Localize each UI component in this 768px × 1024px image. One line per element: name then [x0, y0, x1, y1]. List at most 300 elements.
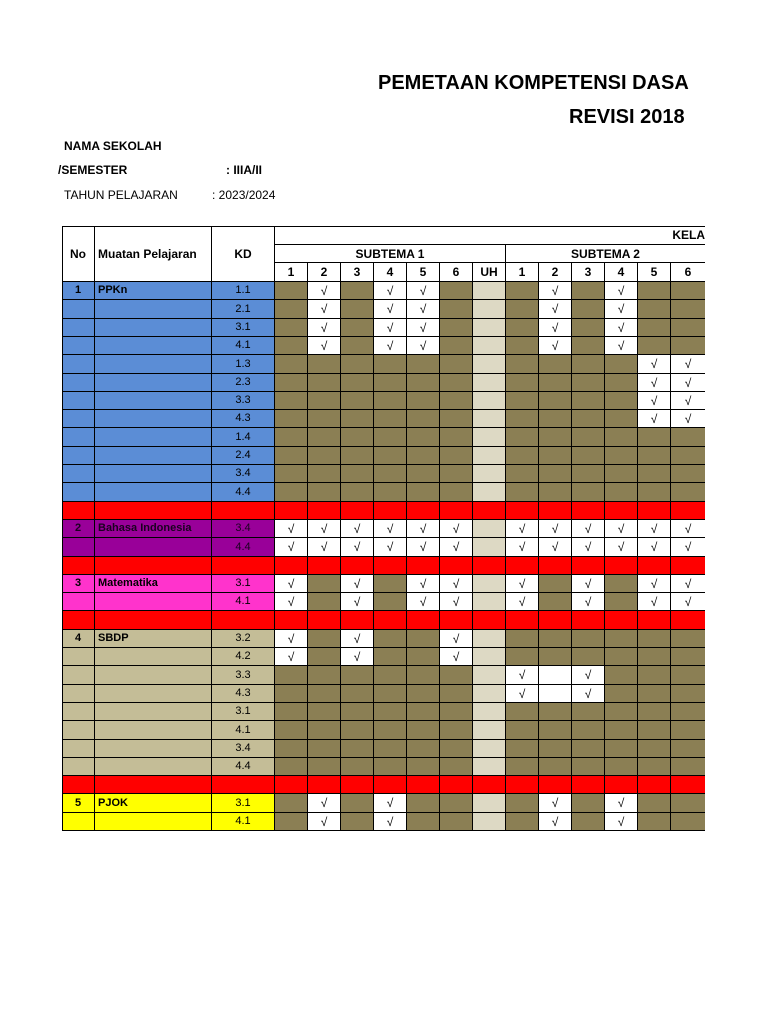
empty-cell [539, 447, 572, 465]
separator-cell [638, 502, 671, 520]
separator-cell [407, 776, 440, 794]
check-mark-cell: √ [671, 575, 705, 593]
empty-cell [308, 648, 341, 666]
empty-cell [407, 758, 440, 776]
empty-cell [275, 428, 308, 447]
empty-cell [374, 740, 407, 758]
header-st1-col: 4 [374, 263, 407, 282]
empty-cell [407, 630, 440, 648]
empty-cell [341, 758, 374, 776]
empty-cell [638, 282, 671, 300]
separator-cell [473, 611, 506, 630]
empty-cell [308, 685, 341, 703]
empty-cell [506, 319, 539, 337]
separator-cell [62, 776, 95, 794]
check-mark-cell: √ [341, 575, 374, 593]
empty-cell [341, 483, 374, 502]
uh-cell [473, 520, 506, 538]
check-mark-cell: √ [440, 648, 473, 666]
empty-cell [407, 355, 440, 374]
check-mark-cell: √ [407, 282, 440, 300]
separator-cell [308, 502, 341, 520]
empty-cell [407, 410, 440, 428]
row-subject: PJOK [95, 794, 212, 813]
empty-cell [605, 740, 638, 758]
separator-cell [62, 502, 95, 520]
empty-cell [275, 666, 308, 685]
check-mark-cell: √ [440, 575, 473, 593]
empty-cell [671, 666, 705, 685]
empty-cell [275, 721, 308, 740]
check-mark-cell: √ [308, 300, 341, 319]
separator-cell [374, 776, 407, 794]
separator-cell [440, 776, 473, 794]
empty-cell [605, 410, 638, 428]
empty-cell [407, 703, 440, 721]
empty-cell [374, 721, 407, 740]
row-kd: 2.1 [212, 300, 275, 319]
header-st2-col: 1 [506, 263, 539, 282]
row-kd: 4.4 [212, 483, 275, 502]
separator-cell [539, 557, 572, 575]
empty-cell [275, 483, 308, 502]
uh-cell [473, 703, 506, 721]
row-number [62, 300, 95, 319]
empty-cell [440, 392, 473, 410]
empty-cell [605, 721, 638, 740]
empty-cell [440, 685, 473, 703]
row-number [62, 428, 95, 447]
check-mark-cell: √ [341, 648, 374, 666]
empty-cell [440, 410, 473, 428]
empty-cell [374, 666, 407, 685]
empty-cell [539, 758, 572, 776]
empty-cell [539, 575, 572, 593]
empty-cell [275, 282, 308, 300]
empty-cell [638, 300, 671, 319]
separator-cell [539, 776, 572, 794]
empty-cell [374, 703, 407, 721]
empty-cell [440, 355, 473, 374]
empty-cell [341, 374, 374, 392]
check-mark-cell: √ [506, 538, 539, 557]
check-mark-cell: √ [341, 538, 374, 557]
row-subject [95, 465, 212, 483]
empty-cell [341, 813, 374, 831]
empty-cell [308, 447, 341, 465]
empty-cell [506, 483, 539, 502]
check-mark-cell: √ [275, 648, 308, 666]
empty-cell [374, 758, 407, 776]
check-mark-cell: √ [275, 630, 308, 648]
separator-cell [440, 502, 473, 520]
empty-cell [671, 758, 705, 776]
empty-cell [638, 483, 671, 502]
separator-cell [212, 502, 275, 520]
check-mark-cell: √ [638, 520, 671, 538]
empty-cell [638, 758, 671, 776]
check-mark-cell: √ [440, 538, 473, 557]
empty-cell [506, 392, 539, 410]
empty-cell [506, 447, 539, 465]
empty-cell [638, 447, 671, 465]
uh-cell [473, 794, 506, 813]
empty-cell [308, 593, 341, 611]
check-mark-cell: √ [572, 538, 605, 557]
row-subject [95, 392, 212, 410]
empty-cell [407, 428, 440, 447]
empty-cell [407, 685, 440, 703]
check-mark-cell: √ [308, 337, 341, 355]
row-subject [95, 319, 212, 337]
row-number [62, 355, 95, 374]
separator-cell [308, 611, 341, 630]
row-kd: 3.1 [212, 794, 275, 813]
empty-cell [341, 465, 374, 483]
check-mark-cell: √ [572, 520, 605, 538]
empty-cell [407, 721, 440, 740]
row-subject [95, 685, 212, 703]
empty-cell [407, 666, 440, 685]
separator-cell [407, 611, 440, 630]
row-kd: 3.2 [212, 630, 275, 648]
separator-cell [95, 776, 212, 794]
empty-cell [374, 483, 407, 502]
check-mark-cell: √ [638, 410, 671, 428]
header-st2-col: 5 [638, 263, 671, 282]
empty-cell [539, 483, 572, 502]
empty-cell [440, 813, 473, 831]
empty-cell [341, 319, 374, 337]
empty-cell [572, 630, 605, 648]
empty-cell [605, 758, 638, 776]
row-subject [95, 337, 212, 355]
check-mark-cell: √ [671, 355, 705, 374]
empty-cell [506, 282, 539, 300]
check-mark-cell: √ [440, 593, 473, 611]
empty-cell [407, 374, 440, 392]
row-subject: Matematika [95, 575, 212, 593]
separator-cell [473, 776, 506, 794]
check-mark-cell: √ [572, 685, 605, 703]
check-mark-cell: √ [308, 319, 341, 337]
header-st2-col: 3 [572, 263, 605, 282]
separator-cell [374, 557, 407, 575]
row-kd: 1.1 [212, 282, 275, 300]
separator-cell [539, 502, 572, 520]
empty-cell [506, 630, 539, 648]
check-mark-cell: √ [275, 575, 308, 593]
empty-cell [341, 703, 374, 721]
empty-cell [671, 483, 705, 502]
check-mark-cell: √ [506, 666, 539, 685]
separator-cell [275, 502, 308, 520]
empty-cell [539, 392, 572, 410]
empty-cell [572, 465, 605, 483]
check-mark-cell: √ [605, 337, 638, 355]
row-number: 1 [62, 282, 95, 300]
empty-cell [275, 465, 308, 483]
empty-cell [539, 666, 572, 685]
row-number [62, 337, 95, 355]
row-subject [95, 374, 212, 392]
separator-cell [572, 502, 605, 520]
school-name-label: NAMA SEKOLAH [64, 139, 162, 153]
separator-cell [638, 776, 671, 794]
separator-cell [341, 776, 374, 794]
empty-cell [506, 355, 539, 374]
document-subtitle: REVISI 2018 [569, 106, 685, 128]
row-number [62, 538, 95, 557]
check-mark-cell: √ [539, 300, 572, 319]
header-st1-col: 6 [440, 263, 473, 282]
empty-cell [407, 813, 440, 831]
empty-cell [308, 428, 341, 447]
check-mark-cell: √ [638, 538, 671, 557]
check-mark-cell: √ [671, 520, 705, 538]
empty-cell [605, 447, 638, 465]
empty-cell [506, 465, 539, 483]
check-mark-cell: √ [605, 300, 638, 319]
row-kd: 4.1 [212, 337, 275, 355]
check-mark-cell: √ [341, 593, 374, 611]
separator-cell [572, 611, 605, 630]
uh-cell [473, 319, 506, 337]
row-kd: 1.4 [212, 428, 275, 447]
document-title: PEMETAAN KOMPETENSI DASA [378, 72, 689, 94]
separator-cell [212, 611, 275, 630]
empty-cell [605, 666, 638, 685]
empty-cell [671, 630, 705, 648]
empty-cell [671, 685, 705, 703]
row-subject [95, 813, 212, 831]
empty-cell [671, 813, 705, 831]
row-subject: SBDP [95, 630, 212, 648]
empty-cell [308, 410, 341, 428]
empty-cell [407, 794, 440, 813]
separator-cell [473, 502, 506, 520]
empty-cell [506, 740, 539, 758]
empty-cell [308, 666, 341, 685]
empty-cell [341, 666, 374, 685]
empty-cell [638, 465, 671, 483]
row-kd: 4.4 [212, 538, 275, 557]
uh-cell [473, 465, 506, 483]
uh-cell [473, 428, 506, 447]
uh-cell [473, 282, 506, 300]
empty-cell [605, 630, 638, 648]
check-mark-cell: √ [407, 337, 440, 355]
separator-cell [572, 776, 605, 794]
row-number: 3 [62, 575, 95, 593]
row-subject [95, 648, 212, 666]
empty-cell [638, 685, 671, 703]
header-subtema-1: SUBTEMA 1 [275, 245, 506, 263]
empty-cell [341, 355, 374, 374]
check-mark-cell: √ [638, 355, 671, 374]
row-subject [95, 593, 212, 611]
row-kd: 3.1 [212, 703, 275, 721]
empty-cell [440, 319, 473, 337]
empty-cell [605, 575, 638, 593]
empty-cell [506, 300, 539, 319]
check-mark-cell: √ [407, 319, 440, 337]
empty-cell [671, 703, 705, 721]
row-subject [95, 538, 212, 557]
check-mark-cell: √ [638, 392, 671, 410]
row-subject [95, 428, 212, 447]
empty-cell [572, 355, 605, 374]
empty-cell [440, 300, 473, 319]
separator-cell [638, 557, 671, 575]
uh-cell [473, 355, 506, 374]
empty-cell [275, 300, 308, 319]
year-value: : 2023/2024 [212, 188, 276, 202]
empty-cell [572, 648, 605, 666]
row-number: 4 [62, 630, 95, 648]
header-kelas: KELA [275, 226, 705, 245]
empty-cell [407, 447, 440, 465]
empty-cell [506, 648, 539, 666]
empty-cell [539, 374, 572, 392]
separator-cell [440, 557, 473, 575]
row-number [62, 410, 95, 428]
check-mark-cell: √ [638, 374, 671, 392]
row-number [62, 593, 95, 611]
header-st1-col: 1 [275, 263, 308, 282]
empty-cell [275, 355, 308, 374]
empty-cell [407, 648, 440, 666]
row-number [62, 319, 95, 337]
empty-cell [572, 794, 605, 813]
empty-cell [605, 374, 638, 392]
row-kd: 3.1 [212, 319, 275, 337]
empty-cell [539, 593, 572, 611]
empty-cell [308, 575, 341, 593]
empty-cell [572, 319, 605, 337]
uh-cell [473, 593, 506, 611]
row-subject: PPKn [95, 282, 212, 300]
empty-cell [374, 392, 407, 410]
row-kd: 4.2 [212, 648, 275, 666]
empty-cell [572, 813, 605, 831]
empty-cell [671, 447, 705, 465]
empty-cell [440, 282, 473, 300]
empty-cell [572, 374, 605, 392]
empty-cell [440, 447, 473, 465]
empty-cell [374, 374, 407, 392]
empty-cell [275, 703, 308, 721]
row-number [62, 648, 95, 666]
header-no: No [62, 226, 95, 282]
empty-cell [506, 374, 539, 392]
row-kd: 4.1 [212, 721, 275, 740]
check-mark-cell: √ [572, 666, 605, 685]
empty-cell [572, 703, 605, 721]
separator-cell [275, 611, 308, 630]
check-mark-cell: √ [605, 282, 638, 300]
separator-cell [62, 611, 95, 630]
row-kd: 4.1 [212, 593, 275, 611]
check-mark-cell: √ [506, 685, 539, 703]
separator-cell [506, 611, 539, 630]
separator-cell [212, 776, 275, 794]
separator-cell [506, 776, 539, 794]
row-subject [95, 300, 212, 319]
uh-cell [473, 685, 506, 703]
check-mark-cell: √ [539, 520, 572, 538]
uh-cell [473, 813, 506, 831]
check-mark-cell: √ [539, 813, 572, 831]
check-mark-cell: √ [605, 319, 638, 337]
header-kd: KD [212, 226, 275, 282]
empty-cell [506, 428, 539, 447]
row-number [62, 758, 95, 776]
empty-cell [275, 794, 308, 813]
separator-cell [95, 611, 212, 630]
row-kd: 1.3 [212, 355, 275, 374]
empty-cell [638, 813, 671, 831]
empty-cell [572, 447, 605, 465]
empty-cell [638, 648, 671, 666]
empty-cell [308, 630, 341, 648]
empty-cell [605, 593, 638, 611]
empty-cell [671, 319, 705, 337]
separator-cell [95, 557, 212, 575]
separator-cell [473, 557, 506, 575]
competency-mapping-table [62, 226, 705, 834]
row-kd: 4.3 [212, 410, 275, 428]
check-mark-cell: √ [572, 593, 605, 611]
empty-cell [374, 648, 407, 666]
check-mark-cell: √ [407, 593, 440, 611]
empty-cell [407, 465, 440, 483]
check-mark-cell: √ [539, 319, 572, 337]
uh-cell [473, 758, 506, 776]
empty-cell [671, 465, 705, 483]
empty-cell [638, 630, 671, 648]
empty-cell [440, 703, 473, 721]
empty-cell [671, 337, 705, 355]
empty-cell [374, 575, 407, 593]
row-number [62, 721, 95, 740]
empty-cell [671, 300, 705, 319]
header-st2-col: 2 [539, 263, 572, 282]
separator-cell [539, 611, 572, 630]
row-kd: 3.4 [212, 520, 275, 538]
check-mark-cell: √ [308, 520, 341, 538]
separator-cell [212, 557, 275, 575]
row-kd: 4.3 [212, 685, 275, 703]
empty-cell [638, 337, 671, 355]
row-subject [95, 447, 212, 465]
header-st2-col: 4 [605, 263, 638, 282]
row-kd: 3.1 [212, 575, 275, 593]
row-kd: 3.4 [212, 740, 275, 758]
empty-cell [308, 758, 341, 776]
row-number [62, 666, 95, 685]
empty-cell [374, 685, 407, 703]
empty-cell [539, 685, 572, 703]
separator-cell [341, 557, 374, 575]
row-number [62, 483, 95, 502]
uh-cell [473, 300, 506, 319]
header-st1-col: 2 [308, 263, 341, 282]
separator-cell [374, 611, 407, 630]
empty-cell [605, 465, 638, 483]
empty-cell [638, 428, 671, 447]
separator-cell [374, 502, 407, 520]
